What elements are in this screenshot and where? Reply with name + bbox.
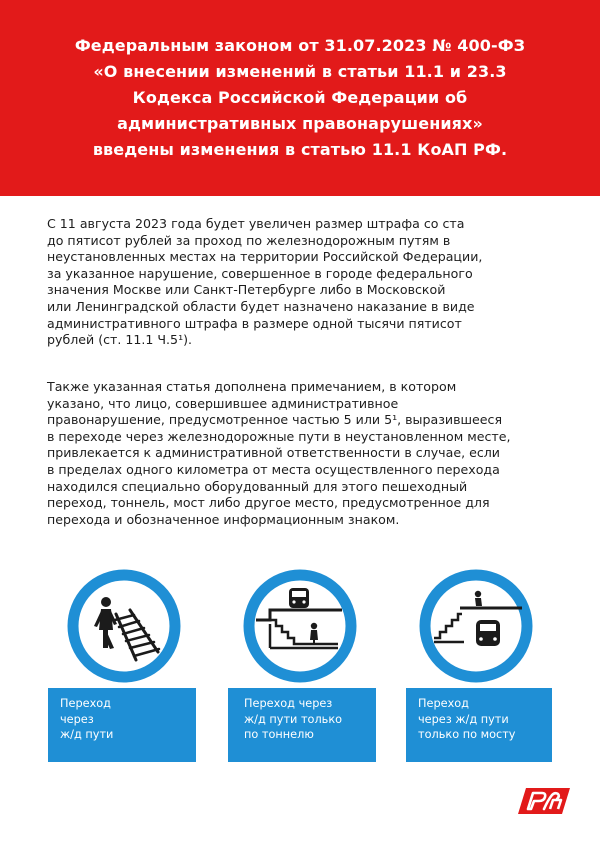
text-line: переход, тоннель, мост либо другое место, предусмотренное для [47, 495, 490, 511]
caption-tunnel-crossing [228, 688, 376, 762]
text-line: в пределах одного километра от места осуществленного перехода [47, 461, 500, 477]
caption-line: через ж/д пути [418, 712, 509, 726]
caption-line: Переход через [244, 697, 333, 710]
caption-line: Переход [418, 697, 469, 710]
text-line: С 11 августа 2023 года будет увеличен размер штрафа со ста [47, 216, 465, 231]
header-banner [0, 0, 600, 196]
caption-line: ж/д пути только [244, 712, 343, 726]
header-line: Кодекса Российской Федерации об [132, 88, 468, 107]
paragraph-fine-increase [47, 216, 567, 349]
caption-bridge-crossing [406, 688, 552, 762]
caption-line: Переход [60, 697, 111, 710]
caption-line: ж/д пути [60, 728, 114, 741]
text-line: указано, что лицо, совершившее административное [47, 395, 399, 411]
rzd-logo-icon [512, 778, 576, 824]
header-line: введены изменения в статью 11.1 КоАП РФ. [92, 140, 508, 159]
text-line: неустановленных местах на территории Российской Федерации, [47, 249, 483, 265]
tunnel-crossing-sign-icon [242, 568, 358, 684]
caption-line: по тоннелю [244, 728, 314, 741]
text-line: рублей (ст. 11.1 Ч.5¹). [47, 332, 193, 348]
paragraph-note [47, 379, 567, 528]
text-line: или Ленинградской области будет назначено наказание в виде [47, 298, 475, 314]
header-line: Федеральным законом от 31.07.2023 № 400-ФЗ [74, 36, 526, 55]
text-line: находился специально оборудованный для этого пешеходный [47, 478, 468, 494]
text-line: Также указанная статья дополнена примечанием, в котором [47, 379, 457, 394]
caption-line: через [60, 712, 94, 726]
text-line: в переходе через железнодорожные пути в неустановленном месте, [47, 428, 511, 444]
header-line: административных правонарушениях» [117, 114, 483, 133]
track-crossing-sign-icon [66, 568, 182, 684]
caption-track-crossing [48, 688, 196, 762]
text-line: привлекается к административной ответственности в случае, если [47, 445, 500, 461]
text-line: перехода и обозначенное информационным знаком. [47, 511, 400, 527]
caption-line: только по мосту [418, 728, 516, 741]
text-line: административного штрафа в размере одной тысячи пятисот [47, 315, 462, 331]
text-line: значения Москве или Санкт-Петербурге либо в Московской [47, 282, 446, 298]
text-line: за указанное нарушение, совершенное в городе федерального [47, 265, 473, 281]
text-line: до пятисот рублей за проход по железнодорожным путям в [47, 232, 451, 248]
header-line: «О внесении изменений в статьи 11.1 и 23.3 [93, 62, 507, 81]
bridge-crossing-sign-icon [418, 568, 534, 684]
text-line: правонарушение, предусмотренное частью 5 или 5¹, выразившееся [47, 412, 503, 428]
